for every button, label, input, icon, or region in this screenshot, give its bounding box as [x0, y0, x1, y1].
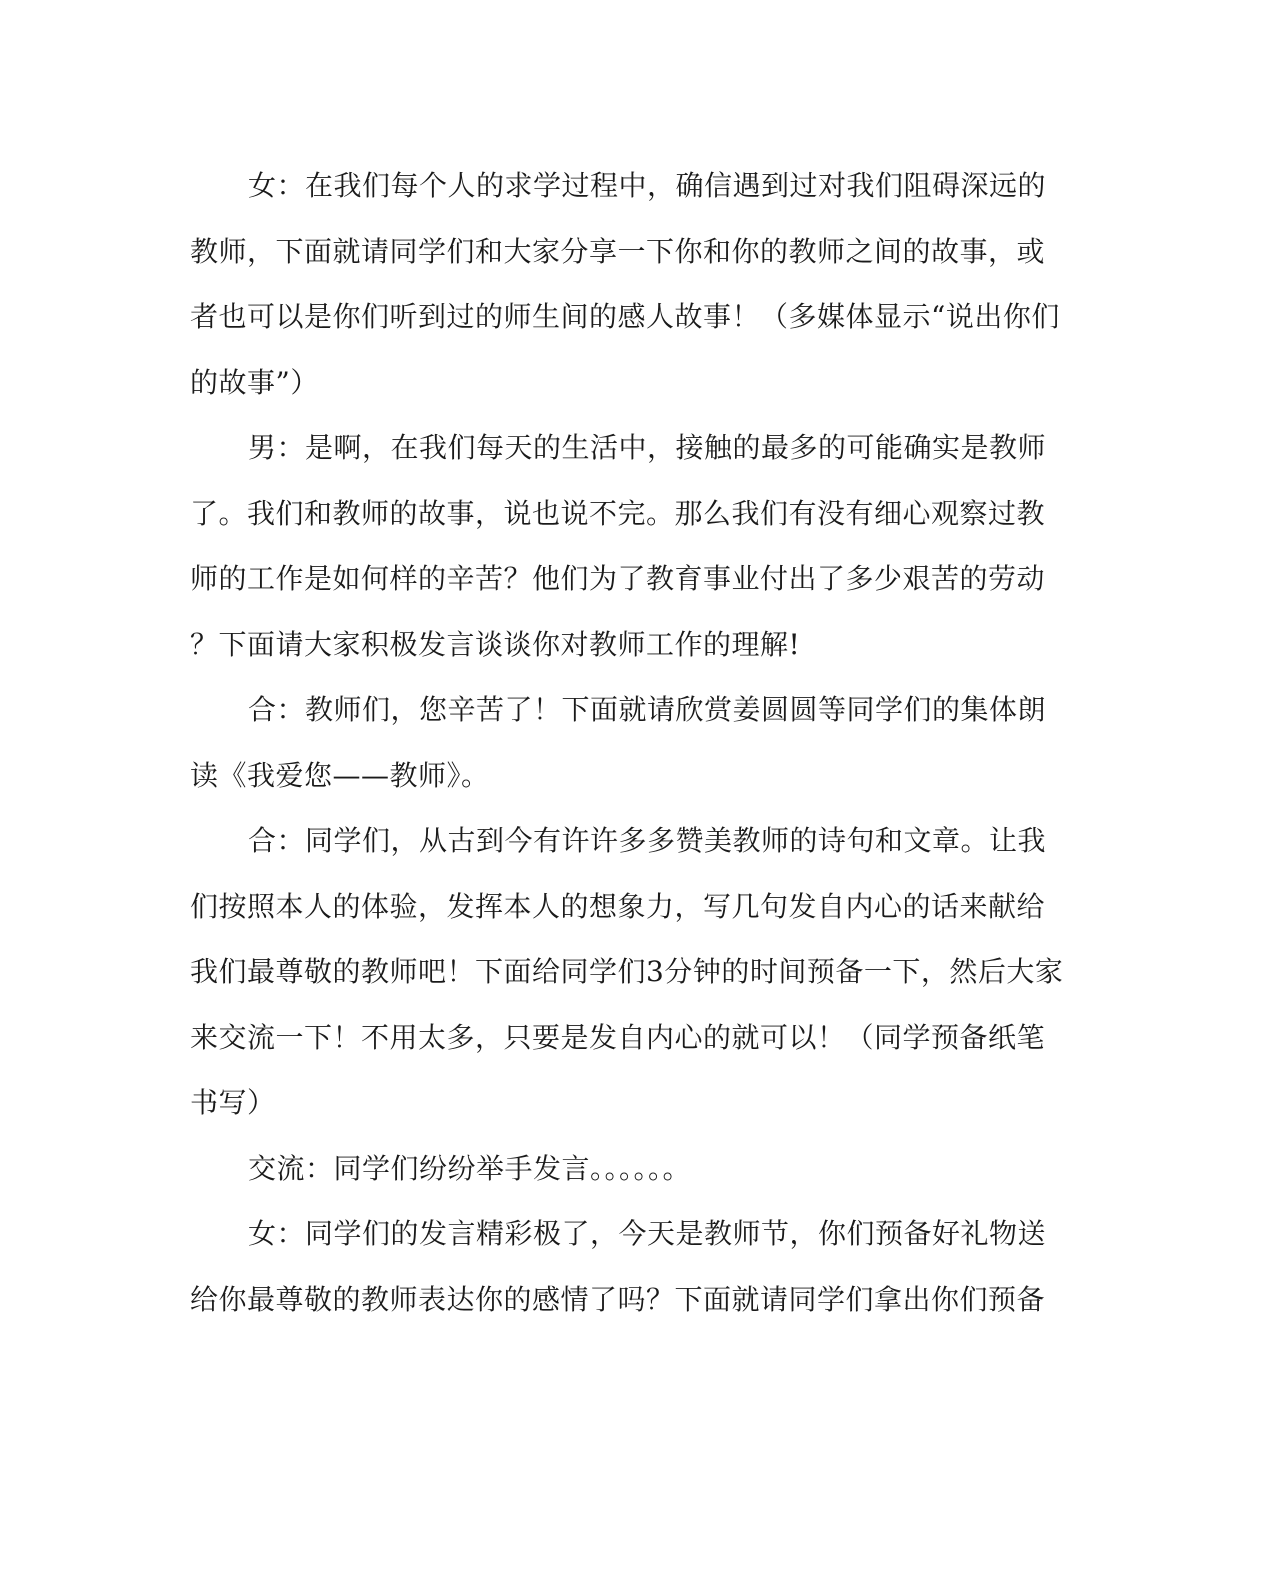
document-body: [190, 163, 1070, 1342]
paragraph-exchange-line-1: 交流：同学们纷纷举手发言。。。。。。: [248, 1151, 692, 1185]
paragraph-together-1-line-1: 合：教师们，您辛苦了！下面就请欣赏姜圆圆等同学们的集体朗: [248, 693, 1047, 726]
paragraph-female-2-line-1: 女：同学们的发言精彩极了，今天是教师节，你们预备好礼物送: [248, 1217, 1047, 1250]
paragraph-together-2-line-2: 们按照本人的体验，发挥本人的想象力，写几句发自内心的话来献给: [190, 889, 1046, 923]
paragraph-male-line-4: ？下面请大家积极发言谈谈你对教师工作的理解!: [190, 627, 801, 661]
paragraph-female-line-3: 者也可以是你们听到过的师生间的感人故事！（多媒体显示“说出你们: [190, 300, 1060, 333]
paragraph-male-line-3: 师的工作是如何样的辛苦？他们为了教育事业付出了多少艰苦的劳动: [190, 562, 1046, 595]
paragraph-female-line-2: 教师，下面就请同学们和大家分享一下你和你的教师之间的故事，或: [190, 234, 1046, 268]
paragraph-together-2-line-5: 书写）: [190, 1086, 276, 1119]
paragraph-male-line-2: 了。我们和教师的故事，说也说不完。那么我们有没有细心观察过教: [190, 496, 1046, 530]
paragraph-together-2-line-4: 来交流一下！不用太多，只要是发自内心的就可以！（同学预备纸笔: [190, 1020, 1046, 1054]
paragraph-together-2-line-1: 合：同学们，从古到今有许许多多赞美教师的诗句和文章。让我: [248, 824, 1047, 857]
paragraph-female-line-1: 女：在我们每个人的求学过程中，确信遇到过对我们阻碍深远的: [248, 169, 1047, 202]
paragraph-male-line-1: 男：是啊，在我们每天的生活中，接触的最多的可能确实是教师: [248, 431, 1047, 464]
paragraph-female-2-line-2: 给你最尊敬的教师表达你的感情了吗？下面就请同学们拿出你们预备: [190, 1282, 1046, 1316]
paragraph-together-2-line-3: 我们最尊敬的教师吧！下面给同学们3分钟的时间预备一下，然后大家: [190, 955, 1064, 988]
paragraph-together-1-line-2: 读《我爱您——教师》。: [190, 758, 490, 792]
paragraph-female-line-4: 的故事”）: [190, 365, 319, 399]
